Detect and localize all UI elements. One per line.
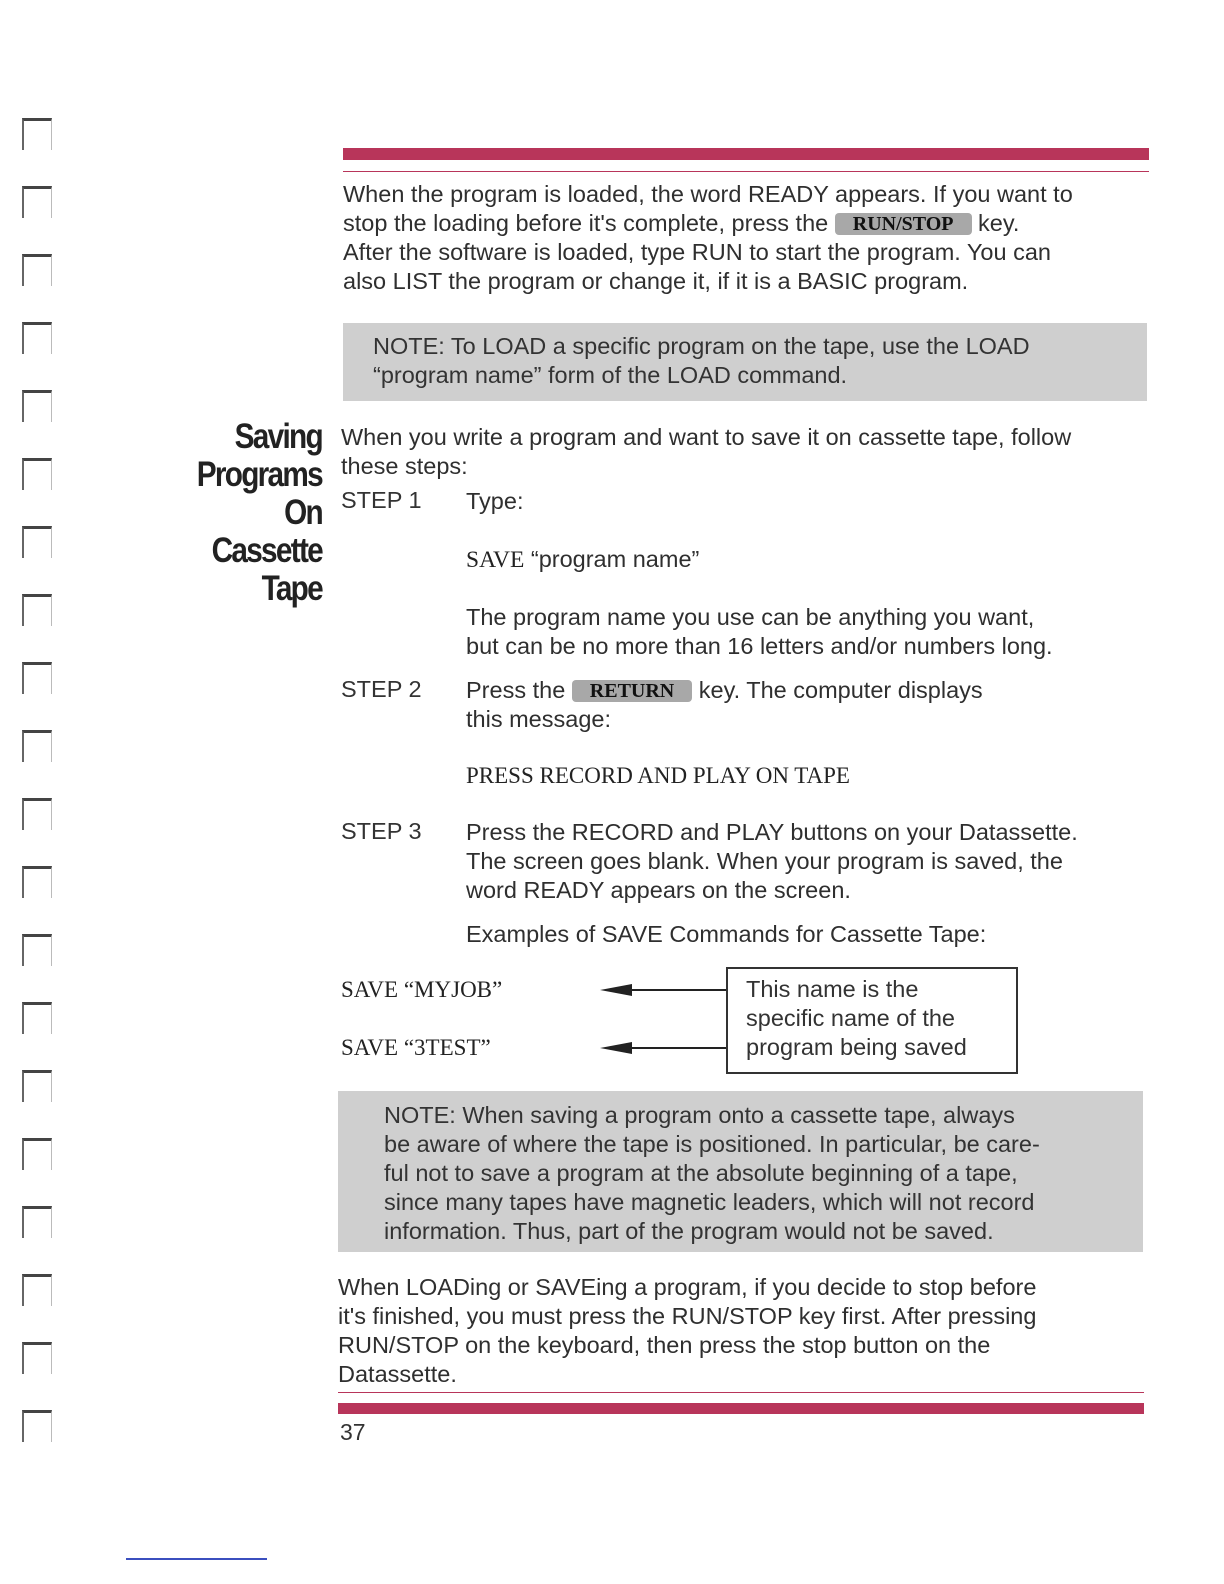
intro-line — [343, 209, 1153, 238]
runstop-key: RUN/STOP — [835, 213, 972, 235]
intro-line: After the software is loaded, type RUN to start the program. You can — [343, 239, 1051, 265]
section-title-line: Tape — [261, 569, 322, 608]
binding-ring — [22, 934, 52, 966]
section-intro-line: these steps: — [341, 453, 468, 479]
callout-line: This name is the — [746, 976, 919, 1002]
example-save-myjob: SAVE “MYJOB” — [341, 977, 503, 1002]
section-intro-line: When you write a program and want to save it on cassette tape, follow — [341, 424, 1072, 450]
bottom-rule-thin — [338, 1392, 1144, 1393]
note-load-box — [343, 323, 1147, 401]
binding-ring — [22, 730, 52, 762]
top-rule-thin — [343, 171, 1149, 172]
step-1-detail-line: The program name you use can be anything you want, — [466, 604, 1035, 630]
step-3-line: Press the RECORD and PLAY buttons on your Datassette. — [466, 819, 1078, 845]
binding-ring — [22, 798, 52, 830]
step-2-line — [466, 676, 1146, 705]
binding-ring — [22, 866, 52, 898]
binding-ring — [22, 118, 52, 150]
section-title-line: Programs — [196, 455, 322, 494]
closing-line: it's finished, you must press the RUN/STOP key first. After pressing — [338, 1303, 1037, 1329]
section-title — [176, 418, 322, 608]
closing-line: RUN/STOP on the keyboard, then press the stop button on the — [338, 1332, 991, 1358]
examples-heading: Examples of SAVE Commands for Cassette Tape: — [466, 921, 987, 947]
note-line: ful not to save a program at the absolute beginning of a tape, — [384, 1160, 1018, 1186]
bottom-rule-thick — [338, 1403, 1144, 1414]
note-line: information. Thus, part of the program would not be saved. — [384, 1218, 994, 1244]
step-2-text-part: Press the — [466, 677, 572, 703]
intro-text: key. — [971, 210, 1020, 236]
arrow-icon — [600, 984, 726, 996]
binding-ring — [22, 254, 52, 286]
binding-ring — [22, 1070, 52, 1102]
callout-line: specific name of the — [746, 1005, 955, 1031]
intro-paragraph — [343, 180, 1153, 296]
binding-ring — [22, 1342, 52, 1374]
closing-line: When LOADing or SAVEing a program, if you decide to stop before — [338, 1274, 1037, 1300]
step-1-text: Type: — [466, 488, 524, 514]
arrow-icon — [600, 1042, 726, 1054]
step-1-command — [466, 545, 699, 575]
step-1-detail — [466, 603, 1146, 661]
step-3-line: The screen goes blank. When your program is saved, the — [466, 848, 1063, 874]
top-rule-thick — [343, 148, 1149, 160]
note-line: since many tapes have magnetic leaders, which will not record — [384, 1189, 1035, 1215]
closing-paragraph — [338, 1273, 1148, 1389]
binding-ring — [22, 1206, 52, 1238]
step-1-label: STEP 1 — [341, 487, 422, 513]
section-title-line: Saving — [234, 417, 322, 456]
binding-ring — [22, 662, 52, 694]
tape-prompt-message: PRESS RECORD AND PLAY ON TAPE — [466, 763, 850, 788]
note-line: NOTE: When saving a program onto a cassette tape, always — [384, 1102, 1015, 1128]
binding-ring — [22, 1138, 52, 1170]
callout-line: program being saved — [746, 1034, 967, 1060]
closing-line: Datassette. — [338, 1361, 457, 1387]
note-line: “program name” form of the LOAD command. — [373, 362, 848, 388]
note-line: NOTE: To LOAD a specific program on the tape, use the LOAD — [373, 333, 1030, 359]
step-2-text-part: key. The computer displays — [692, 677, 983, 703]
binding-ring — [22, 526, 52, 558]
step-3-line: word READY appears on the screen. — [466, 877, 851, 903]
binding-ring — [22, 458, 52, 490]
binding-ring — [22, 1274, 52, 1306]
step-2-line: this message: — [466, 706, 611, 732]
binding-ring — [22, 186, 52, 218]
step-1-detail-line: but can be no more than 16 letters and/or numbers long. — [466, 633, 1053, 659]
section-title-line: On — [284, 493, 322, 532]
save-argument: “program name” — [524, 546, 700, 572]
bottom-underline — [126, 1558, 267, 1560]
example-save-3test: SAVE “3TEST” — [341, 1035, 491, 1060]
note-line: be aware of where the tape is positioned. In particular, be care- — [384, 1131, 1040, 1157]
binding-ring — [22, 594, 52, 626]
intro-text: stop the loading before it's complete, press the — [343, 210, 835, 236]
step-3-text — [466, 818, 1156, 905]
step-2-label: STEP 2 — [341, 676, 422, 702]
callout-box — [726, 967, 1018, 1074]
section-intro — [341, 423, 1151, 481]
note-save-box — [338, 1091, 1143, 1252]
save-keyword: SAVE — [466, 547, 525, 573]
return-key: RETURN — [572, 680, 692, 702]
intro-line: When the program is loaded, the word READY appears. If you want to — [343, 181, 1073, 207]
binding-ring — [22, 390, 52, 422]
section-title-line: Cassette — [211, 531, 322, 570]
binding-ring — [22, 1002, 52, 1034]
callout-arrows — [598, 980, 728, 1060]
binding-ring — [22, 322, 52, 354]
step-2-text — [466, 676, 1146, 734]
step-3-label: STEP 3 — [341, 818, 422, 844]
binding-ring — [22, 1410, 52, 1442]
page-number: 37 — [340, 1419, 366, 1445]
intro-line: also LIST the program or change it, if it is a BASIC program. — [343, 268, 969, 294]
